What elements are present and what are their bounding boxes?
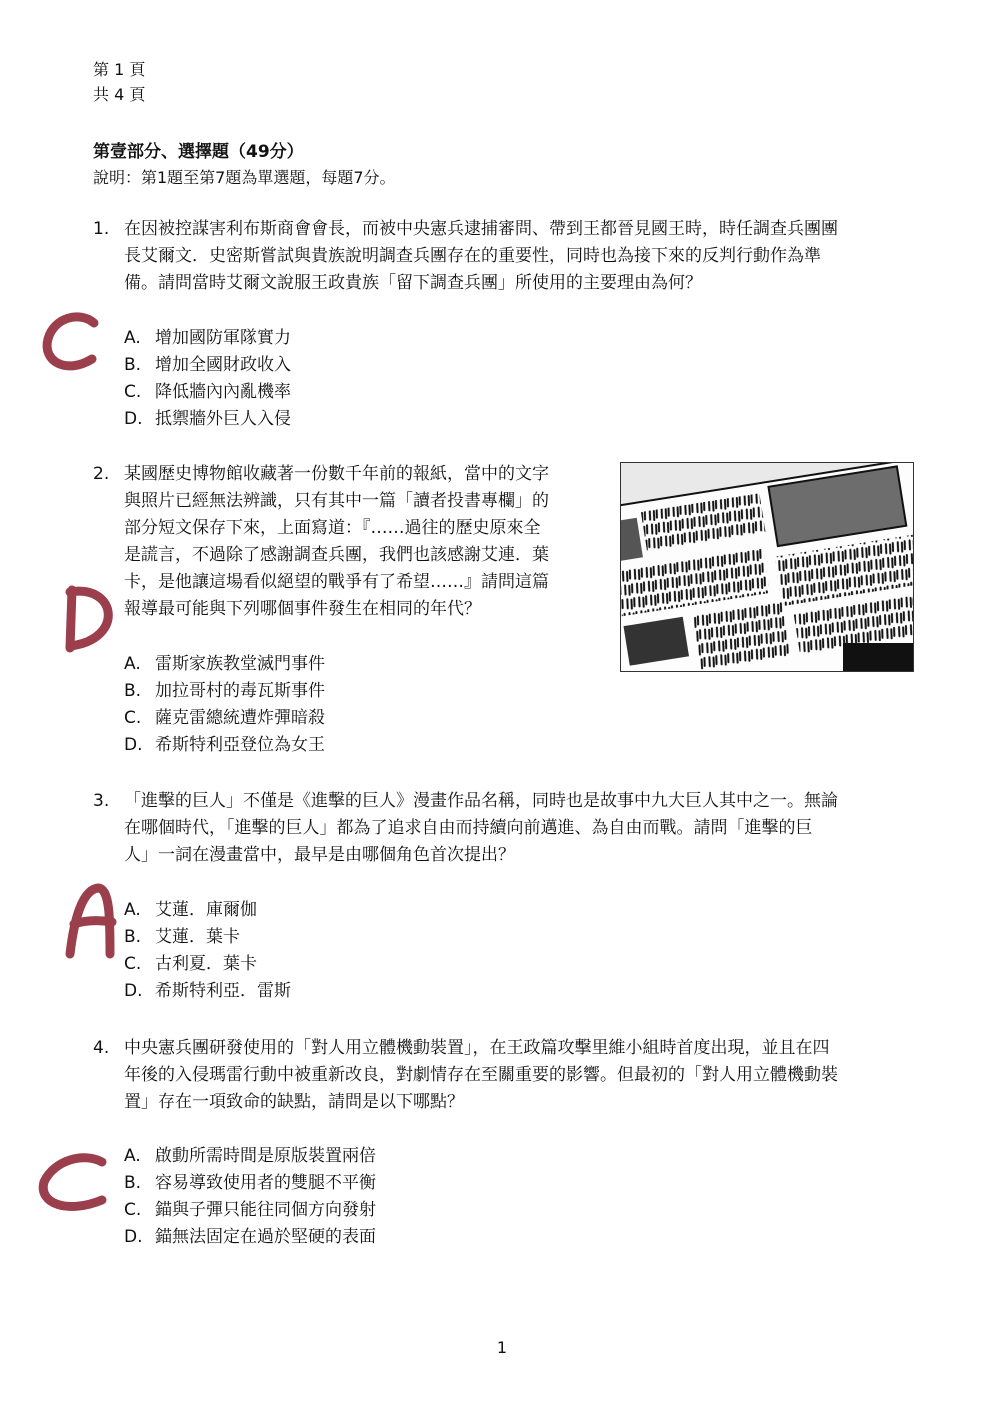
- section-title: 第壹部分、選擇題（49分）: [93, 142, 304, 162]
- option-label: D.: [124, 981, 143, 1001]
- option-text: 古利夏．葉卡: [155, 954, 257, 974]
- option-c: [124, 705, 325, 732]
- option-text: 艾蓮．葉卡: [155, 927, 240, 947]
- page-number: 1: [496, 1338, 508, 1357]
- option-label: A.: [124, 654, 141, 674]
- question-line: 置」存在一項致命的缺點，請問是以下哪點？: [124, 1092, 464, 1112]
- option-label: D.: [124, 1227, 143, 1247]
- option-label: B.: [124, 355, 142, 375]
- option-d: [124, 978, 291, 1005]
- option-text: 增加國防軍隊實力: [155, 328, 291, 348]
- question-text: [124, 1035, 924, 1116]
- option-text: 增加全國財政收入: [155, 355, 291, 375]
- handwritten-answer-mark: [58, 578, 128, 658]
- option-text: 容易導致使用者的雙腿不平衡: [155, 1173, 376, 1193]
- option-label: D.: [124, 735, 143, 755]
- option-text: 艾蓮．庫爾伽: [155, 900, 257, 920]
- option-label: C.: [124, 382, 142, 402]
- option-c: [124, 951, 257, 978]
- page-indicator: 第 1 頁: [93, 60, 146, 79]
- question-line: 部分短文保存下來，上面寫道：『……過往的歷史原來全: [124, 518, 541, 538]
- option-a: [124, 897, 257, 924]
- question-line: 在因被控謀害利布斯商會會長，而被中央憲兵逮捕審問、帶到王都晉見國王時，時任調查兵團團: [124, 219, 838, 239]
- question-line: 「進擊的巨人」不僅是《進擊的巨人》漫畫作品名稱，同時也是故事中九大巨人其中之一。無論: [124, 791, 838, 811]
- option-label: A.: [124, 900, 141, 920]
- option-text: 錨無法固定在過於堅硬的表面: [155, 1227, 376, 1247]
- option-a: [124, 1143, 376, 1170]
- question-text: [124, 461, 604, 623]
- option-d: [124, 732, 325, 759]
- question-text: [124, 216, 924, 297]
- question-line: 年後的入侵瑪雷行動中被重新改良，對劇情存在至關重要的影響。但最初的「對人用立體機動裝: [124, 1065, 838, 1085]
- option-text: 希斯特利亞．雷斯: [155, 981, 291, 1001]
- option-label: B.: [124, 927, 142, 947]
- option-d: [124, 406, 291, 433]
- newspaper-illustration: [620, 462, 914, 672]
- question-line: 在哪個時代，「進擊的巨人」都為了追求自由而持續向前邁進、為自由而戰。請問「進擊的巨: [124, 818, 813, 838]
- question-number: 4.: [93, 1038, 110, 1058]
- question-line: 長艾爾文．史密斯嘗試與貴族說明調查兵團存在的重要性，同時也為接下來的反判行動作為準: [124, 246, 821, 266]
- option-text: 抵禦牆外巨人入侵: [155, 409, 291, 429]
- option-label: B.: [124, 681, 142, 701]
- question-line: 某國歷史博物館收藏著一份數千年前的報紙，當中的文字: [124, 464, 549, 484]
- question-text: [124, 788, 924, 869]
- option-c: [124, 379, 291, 406]
- handwritten-answer-mark: [60, 880, 120, 960]
- handwritten-answer-mark: [34, 1148, 114, 1218]
- option-b: [124, 924, 240, 951]
- question-line: 是謊言，不過除了感謝調查兵團，我們也該感謝艾連．葉: [124, 545, 549, 565]
- question-line: 報導最可能與下列哪個事件發生在相同的年代？: [124, 599, 481, 619]
- option-a: [124, 325, 291, 352]
- question-line: 與照片已經無法辨識，只有其中一篇「讀者投書專欄」的: [124, 491, 549, 511]
- question-number: 1.: [93, 219, 110, 239]
- option-text: 降低牆內內亂機率: [155, 382, 291, 402]
- total-pages: 共 4 頁: [93, 85, 146, 104]
- option-text: 啟動所需時間是原版裝置兩倍: [155, 1146, 376, 1166]
- option-a: [124, 651, 325, 678]
- question-number: 2.: [93, 464, 110, 484]
- option-label: A.: [124, 328, 141, 348]
- option-text: 希斯特利亞登位為女王: [155, 735, 325, 755]
- question-line: 備。請問當時艾爾文說服王政貴族「留下調查兵團」所使用的主要理由為何？: [124, 273, 702, 293]
- option-b: [124, 678, 325, 705]
- question-number: 3.: [93, 791, 110, 811]
- option-b: [124, 1170, 376, 1197]
- option-text: 錨與子彈只能往同個方向發射: [155, 1200, 376, 1220]
- option-d: [124, 1224, 376, 1251]
- question-line: 卡，是他讓這場看似絕望的戰爭有了希望……』請問這篇: [124, 572, 549, 592]
- option-label: A.: [124, 1146, 141, 1166]
- option-label: C.: [124, 708, 142, 728]
- option-b: [124, 352, 291, 379]
- question-line: 人」一詞在漫畫當中，最早是由哪個角色首次提出？: [124, 845, 515, 865]
- option-label: C.: [124, 954, 142, 974]
- option-text: 加拉哥村的毒瓦斯事件: [155, 681, 325, 701]
- option-label: B.: [124, 1173, 142, 1193]
- option-c: [124, 1197, 376, 1224]
- option-text: 薩克雷總統遭炸彈暗殺: [155, 708, 325, 728]
- question-line: 中央憲兵團研發使用的「對人用立體機動裝置」，在王政篇攻擊里維小組時首度出現，並且在四: [124, 1038, 830, 1058]
- option-label: C.: [124, 1200, 142, 1220]
- section-description: 說明：第1題至第7題為單選題，每題7分。: [93, 168, 396, 187]
- handwritten-answer-mark: [36, 305, 106, 375]
- option-text: 雷斯家族教堂滅門事件: [155, 654, 325, 674]
- option-label: D.: [124, 409, 143, 429]
